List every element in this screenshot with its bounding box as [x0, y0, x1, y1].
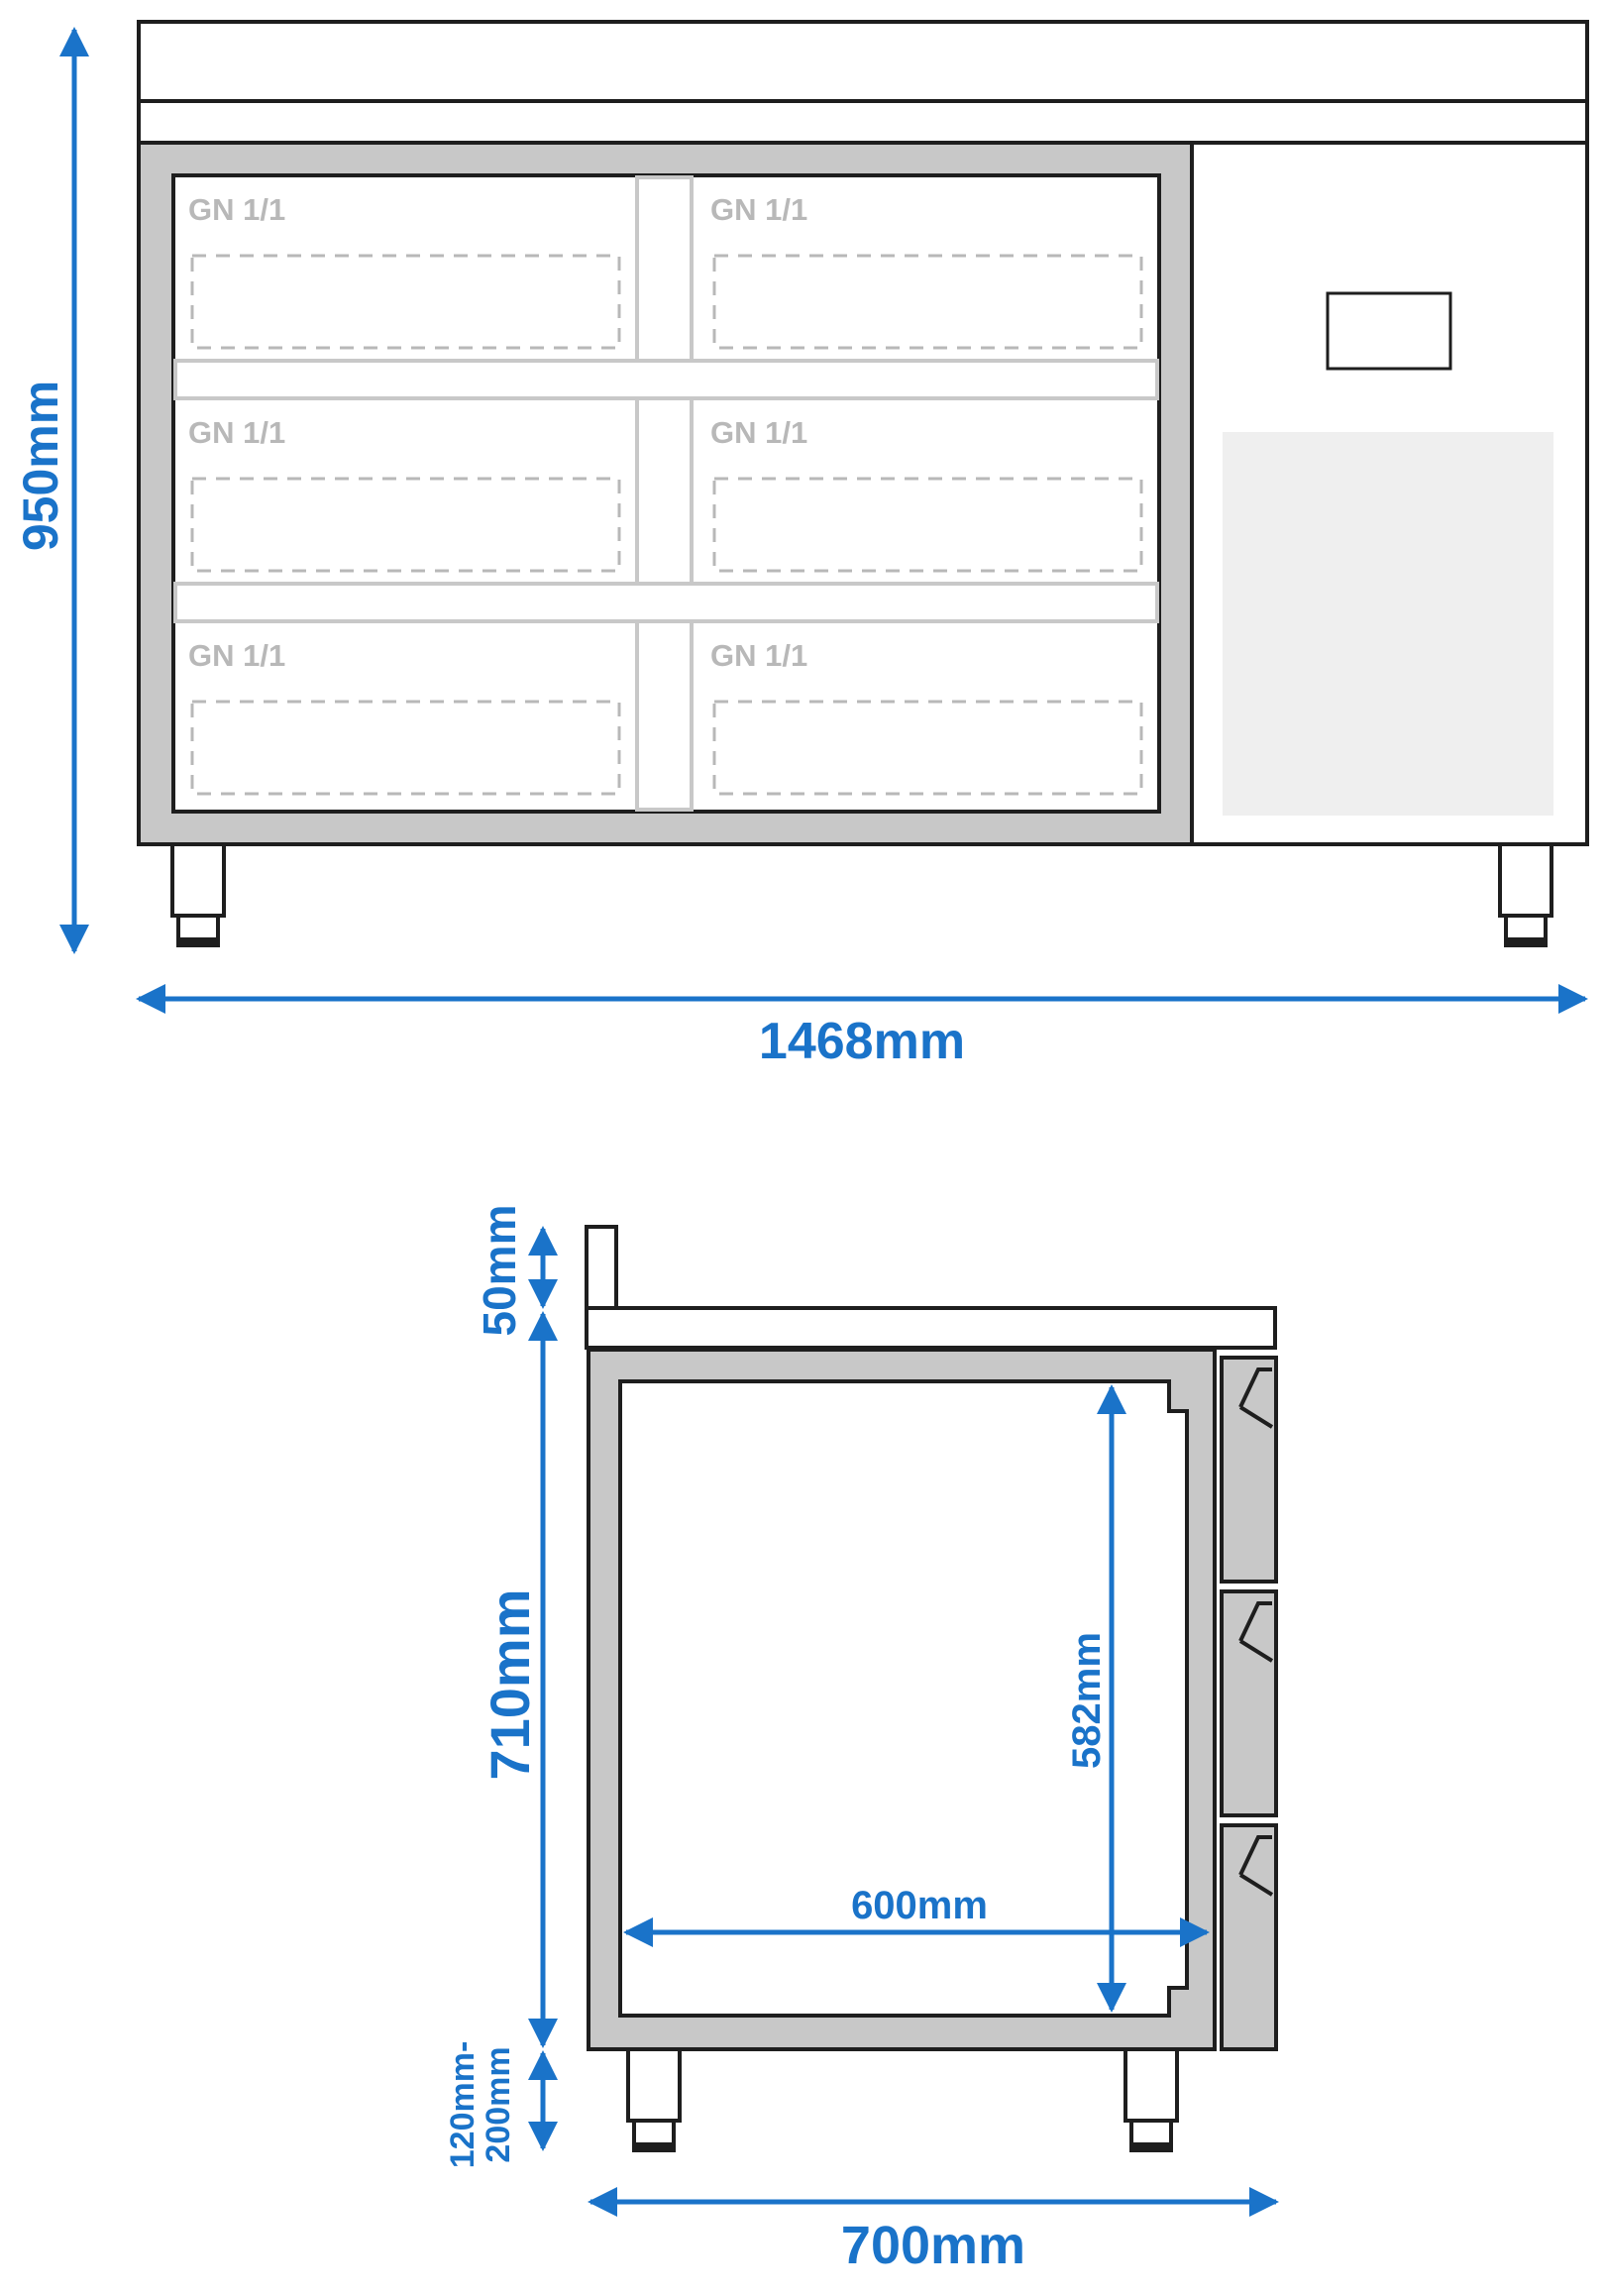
width-dimension-label: 1468mm — [758, 1013, 966, 1070]
upstand-dimension-label: 50mm — [474, 1204, 525, 1337]
vent-panel — [1223, 432, 1553, 816]
leg-height-dimension-label-line2: 200mm — [480, 2046, 517, 2163]
shelf-divider-1 — [175, 361, 1157, 398]
side-view — [444, 1205, 1276, 2275]
side-leg-right — [1125, 2049, 1177, 2150]
front-view — [13, 22, 1587, 1070]
side-door — [1222, 1358, 1276, 2049]
interior-width-dimension-label: 600mm — [851, 1884, 988, 1927]
depth-dimension-label: 700mm — [840, 2216, 1026, 2275]
gn-compartment-label: GN 1/1 — [188, 638, 286, 673]
side-leg-left — [628, 2049, 680, 2150]
control-display — [1328, 293, 1450, 369]
side-worktop — [587, 1308, 1275, 1348]
body-height-dimension-label: 710mm — [479, 1588, 541, 1781]
leg-height-dimension-label-line1: 120mm- — [444, 2040, 482, 2169]
interior-height-dimension-label: 582mm — [1065, 1632, 1109, 1769]
front-leg-left — [172, 844, 224, 945]
gn-compartment-label: GN 1/1 — [710, 192, 808, 227]
side-upstand — [587, 1227, 616, 1308]
center-divider — [637, 177, 692, 810]
gn-compartment-label: GN 1/1 — [188, 192, 286, 227]
front-worktop-edge — [139, 101, 1587, 143]
shelf-divider-2 — [175, 584, 1157, 621]
gn-compartment-label: GN 1/1 — [710, 415, 808, 450]
front-leg-right — [1500, 844, 1552, 945]
height-dimension-label: 950mm — [13, 380, 68, 552]
gn-compartment-label: GN 1/1 — [710, 638, 808, 673]
front-worktop — [139, 22, 1587, 101]
gn-compartment-label: GN 1/1 — [188, 415, 286, 450]
